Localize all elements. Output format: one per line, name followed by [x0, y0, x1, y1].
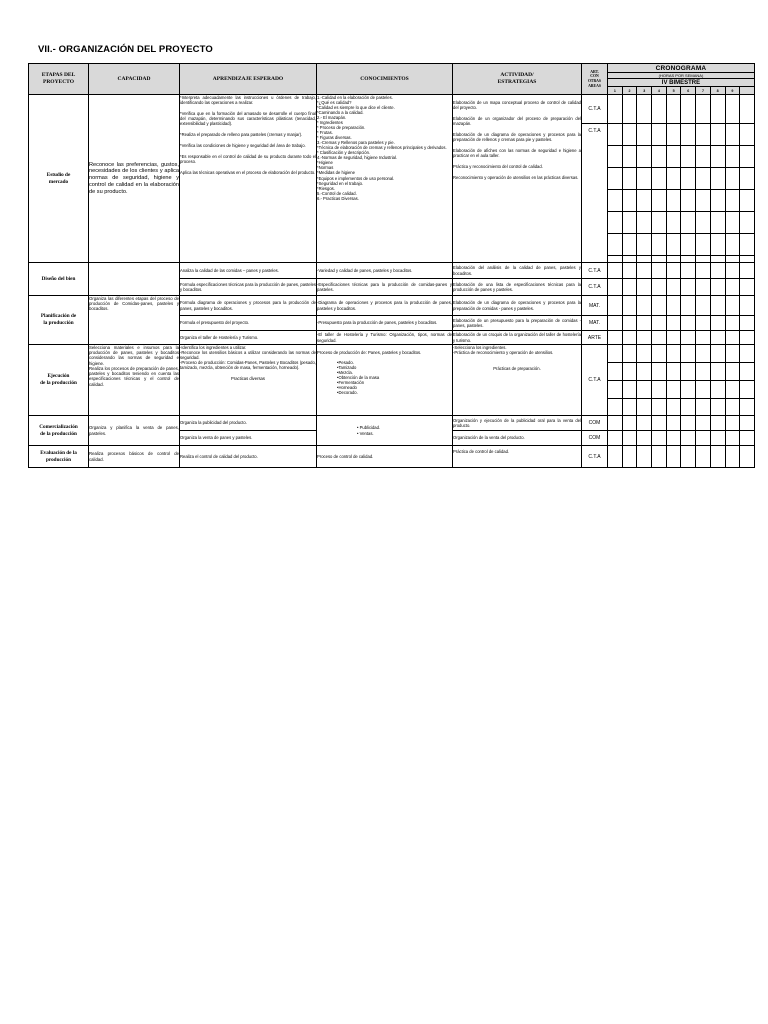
aprendizaje-ejecucion — [180, 345, 317, 416]
actividad-cell: Práctica de control de calidad. — [453, 446, 582, 468]
etapa-line: Estudio de — [46, 171, 71, 178]
actividad-estudio — [453, 95, 582, 263]
etapa-line: de la producción — [40, 380, 77, 386]
etapa-evaluacion — [29, 446, 89, 468]
conocimientos-cell: -El taller de Hostelería y Turismo: Organización, tipos, normas de seguridad. — [317, 332, 452, 343]
area-cell: C.T.A — [582, 446, 608, 468]
header-areas-line: ART. — [590, 69, 599, 74]
actividad-cell: Elaboración de una lista de especificaciones técnicas para la producción de panes y pasteles. — [453, 279, 582, 296]
aprendizaje-item: *Interpreta adecuadamente las instrucciones u órdenes de trabajo, identificando las operaciones a realizar. — [180, 95, 316, 106]
capacidad-estudio: Reconoce las preferencias, gustos, necesidades de los clientes y aplica normas de seguridad, higiene y control de calidad en la elaboración de su producto. — [89, 95, 180, 263]
aprendizaje-item: -Proceso de producción: Comidas-Panes, Pasteles y Bocaditos (pesado, tamizado, mezcla, obtención de masa, fermentación, horneado). — [180, 360, 316, 371]
conocimiento-item: *Caminando a la calidad. — [317, 110, 364, 116]
conocimiento-item: •Tamizado — [337, 365, 357, 371]
conocimiento-item: 4.-Normas de seguridad, higiene Industrial. — [317, 155, 398, 161]
conocimiento-item: 1.-Calidad en la elaboración de pasteles. — [317, 95, 393, 100]
header-etapas-line: ETAPAS DEL — [41, 72, 76, 79]
table-row — [29, 416, 755, 431]
header-conocimientos: CONOCIMIENTOS — [317, 64, 453, 95]
conocimiento-item: •Decorado. — [337, 390, 358, 396]
etapa-planificacion — [29, 296, 89, 345]
conocimiento-item: *Técnica de elaboración de cremas y rellenos principales y derivados. — [317, 145, 447, 151]
table-row — [29, 446, 755, 468]
conocimiento-item: 3.-Cremas y Rellenos para pasteles y pie. — [317, 140, 395, 146]
conocimiento-item: *Seguridad en el trabajo. — [317, 180, 364, 186]
aprendizaje-cell: Realiza el control de calidad del producto. — [180, 446, 317, 468]
actividad-cell: Elaboración de un croquis de la organización del taller de hostelería y turismo. — [453, 332, 581, 343]
area-cell: COM — [582, 416, 608, 431]
table-row — [29, 95, 755, 124]
header-etapas — [29, 64, 89, 95]
aprendizaje-item: Practicas diversas — [231, 376, 265, 382]
etapa-line: la producción — [43, 320, 74, 326]
conocimiento-item: • Ventas. — [357, 430, 374, 436]
conocimientos-estudio — [317, 95, 453, 263]
aprendizaje-estudio — [180, 95, 317, 263]
capacidad-diseno — [89, 263, 180, 296]
header-areas — [582, 64, 608, 95]
header-areas-line: CON — [590, 74, 599, 79]
conocimiento-item: * Proceso de preparación. — [317, 125, 366, 131]
conocimiento-item: 2.- El mazapán. — [317, 115, 347, 121]
aprendizaje-cell: Organiza el taller de Hostelería y Turismo. — [180, 331, 317, 345]
header-actividad — [453, 64, 582, 95]
header-etapas-line: PROYECTO — [42, 79, 75, 85]
etapa-estudio — [29, 95, 89, 263]
actividad-item: Reconocimiento y operación de utensilios en las prácticas diversas. — [453, 175, 579, 181]
project-organization-table — [28, 63, 755, 468]
conocimiento-item: • Publicidad. — [357, 425, 381, 431]
conocimiento-item: •Pesado. — [337, 360, 354, 366]
etapa-diseno: Diseño del bien — [29, 263, 89, 296]
conocimiento-item: *Riesgos. — [317, 185, 335, 191]
area-cell: ARTE — [582, 331, 608, 345]
conocimiento-item: * Ingredientes — [317, 120, 343, 126]
conocimiento-item: •Mezcla. — [337, 370, 353, 376]
capacidad-evaluacion: Realiza procesos básicos de control de calidad. — [89, 446, 180, 468]
aprendizaje-cell: Formula diagrama de operaciones y procesos para la producción de panes, pasteles y bocaditos. — [180, 296, 317, 316]
aprendizaje-item: *Verifica que en la formación del amasado se desarrolle el cuerpo final del mazapán, determinando sus características plásticas (tenacidad, extensibilidad y plasticidad). — [180, 111, 316, 127]
capacidad-item: Realiza los procesos de preparación de panes, pasteles y bocaditos teniendo en cuenta las especificaciones técnicas y el control de calidad. — [89, 365, 179, 387]
area-cell: C.T.A — [582, 279, 608, 296]
actividad-item: -Selecciona los ingredientes. — [453, 345, 507, 350]
conocimiento-item: *Calidad es siempre lo que dice el cliente. — [317, 105, 395, 111]
conocimiento-item: •Obtención de la masa — [337, 375, 380, 381]
table-row — [29, 296, 755, 316]
conocimientos-cell: Proceso de control de calidad. — [317, 446, 453, 468]
week-header: 3 — [637, 87, 652, 95]
table-row — [29, 263, 755, 279]
conocimiento-item: * Figuras diversas. — [317, 135, 352, 141]
aprendizaje-cell: Organiza la venta de panes y pasteles. — [180, 431, 317, 446]
etapa-line: Planificación de — [40, 313, 77, 320]
area-cell: MAT. — [582, 316, 608, 331]
etapa-comercializacion — [29, 416, 89, 446]
area-cell: COM — [582, 431, 608, 446]
actividad-item: Práctica y reconocimiento del control de calidad. — [453, 164, 543, 170]
week-header: 5 — [666, 87, 681, 95]
conocimientos-cell: -Presupuesto para la producción de panes, pasteles y bocaditos. — [317, 316, 453, 331]
aprendizaje-item: -Identifica los ingredientes a utilizar. — [180, 345, 247, 350]
section-title: VII.- ORGANIZACIÓN DEL PROYECTO — [38, 44, 213, 55]
week-header-blank — [740, 87, 755, 95]
etapa-line: Ejecución — [47, 373, 70, 380]
area-cell: C.T.A — [582, 345, 608, 416]
actividad-cell: Elaboración del análisis de la calidad de panes, pasteles y bocaditos. — [453, 263, 582, 279]
etapa-line: Evaluación de la — [40, 449, 77, 456]
week-header: 7 — [696, 87, 711, 95]
actividad-item: Elaboración de un organizador del proceso de preparación del mazapán. — [453, 116, 581, 127]
conocimientos-ejecucion — [317, 345, 453, 416]
conocimientos-comercializacion — [317, 416, 453, 446]
table-row — [29, 345, 755, 363]
conocimiento-item: *Higiene — [317, 160, 333, 166]
week-header: 8 — [710, 87, 725, 95]
aprendizaje-item: *Verifica las condiciones de higiene y seguridad del área de trabajo. — [180, 143, 306, 149]
conocimiento-item: •Fermentación — [337, 380, 365, 386]
etapa-line: de la producción — [40, 430, 77, 437]
actividad-item: Prácticas de preparación. — [493, 366, 541, 372]
conocimiento-item: *Equipos e implementos de uso personal. — [317, 175, 395, 181]
aprendizaje-item: -Reconoce los utensilios básicos a utilizar considerando las normas de seguridad. — [180, 350, 316, 361]
header-aprendizaje: APRENDIZAJE ESPERADO — [180, 64, 317, 95]
actividad-cell: Organización de la venta del producto. — [453, 431, 582, 446]
etapa-line: Comercialización — [39, 423, 78, 430]
conocimiento-item: *¿Qué es calidad? — [317, 100, 352, 106]
conocimiento-item: * Frutas. — [317, 130, 333, 136]
actividad-cell: Elaboración de un diagrama de operaciones y procesos para la preparación de comidas - panes y pasteles. — [453, 296, 582, 316]
aprendizaje-item: *Es responsable en el control de calidad de su producto durante todo el proceso. — [180, 154, 316, 165]
header-actividad-line: ACTIVIDAD/ — [500, 72, 534, 79]
conocimiento-item: 6.- Practicas Diversas. — [317, 195, 359, 201]
header-horas: (HORAS POR SEMANA) — [608, 73, 755, 79]
week-header: 6 — [681, 87, 696, 95]
area-cell: C.T.A — [582, 124, 608, 263]
capacidad-ejecucion — [89, 345, 180, 416]
header-areas-line: OTRAS — [587, 79, 602, 83]
capacidad-item: Selecciona materiales e insumos para la producción de panes, pasteles y bocaditos considerando las normas de seguridad e higiene. — [89, 345, 179, 366]
header-areas-line: AREAS — [588, 83, 601, 88]
conocimiento-item: 5.-Control de calidad. — [317, 190, 357, 196]
capacidad-planificacion: Organiza las diferentes etapas del proceso de producción de Comidas-panes, pasteles y bocaditos. — [89, 296, 180, 345]
etapa-line: producción — [46, 456, 71, 463]
actividad-ejecucion — [453, 345, 582, 416]
conocimiento-item: *Normas — [317, 165, 334, 171]
conocimiento-item: •Horneado — [337, 385, 357, 391]
week-header: 9 — [725, 87, 740, 95]
area-cell: MAT. — [582, 296, 608, 316]
conocimientos-cell: -Especificaciones técnicas para la producción de comidas-panes y pasteles. — [317, 279, 453, 296]
header-bimestre: IV BIMESTRE — [608, 79, 755, 87]
conocimientos-cell: -Diagrama de operaciones y procesos para la producción de panes, pasteles y bocaditos. — [317, 296, 453, 316]
conocimiento-item: Proceso de producción de: Panes, pasteles y bocaditos. — [317, 350, 422, 355]
area-cell: C.T.A — [582, 263, 608, 279]
aprendizaje-item: *Realiza el preparado de relleno para pasteles (cremas y manjar). — [180, 132, 303, 138]
aprendizaje-cell: Organiza la publicidad del producto. — [180, 416, 317, 431]
actividad-item: Elaboración de afiches con las normas de seguridad e higiene a practicar en el aula taller. — [453, 148, 581, 159]
conocimiento-item: *Medidas de higiene — [317, 170, 355, 176]
actividad-item: Elaboración de un mapa conceptual proceso de control de calidad del proyecto. — [453, 100, 581, 111]
actividad-cell: Elaboración de un presupuesto para la preparación de comidas - panes, pasteles. — [453, 316, 582, 331]
week-header: 4 — [652, 87, 667, 95]
capacidad-comercializacion: Organiza y planifica la venta de panes, pasteles. — [89, 416, 180, 446]
aprendizaje-cell: Analiza la calidad de las comidas – panes y pasteles. — [180, 263, 317, 279]
week-header: 2 — [622, 87, 637, 95]
header-actividad-line: ESTRATEGIAS — [497, 79, 537, 85]
area-cell: C.T.A — [582, 95, 608, 124]
etapa-ejecucion — [29, 345, 89, 416]
actividad-item: -Práctica de reconocimiento y operación de utensilios. — [453, 350, 554, 356]
actividad-item: Elaboración de un diagrama de operaciones y procesos para la preparación de rellenos y cremas para pie y pasteles. — [453, 132, 581, 143]
header-cronograma: CRONOGRAMA — [608, 64, 755, 73]
header-capacidad: CAPACIDAD — [89, 64, 180, 95]
aprendizaje-cell: Formula especificaciones técnicas para la producción de panes, pasteles y bocaditos. — [180, 279, 317, 296]
conocimientos-cell: -Variedad y calidad de panes, pasteles y bocaditos. — [317, 263, 453, 279]
conocimiento-item: * Clasificación y descripción. — [317, 150, 371, 156]
actividad-cell: Organización y ejecución de la publicidad oral para la venta del producto. — [453, 416, 582, 431]
aprendizaje-cell: Formula el presupuesto del proyecto. — [180, 316, 317, 331]
week-header: 1 — [608, 87, 623, 95]
etapa-line: mercado — [48, 178, 69, 185]
aprendizaje-item: Aplica las técnicas operativas en el proceso de elaboración del producto. — [180, 170, 316, 176]
